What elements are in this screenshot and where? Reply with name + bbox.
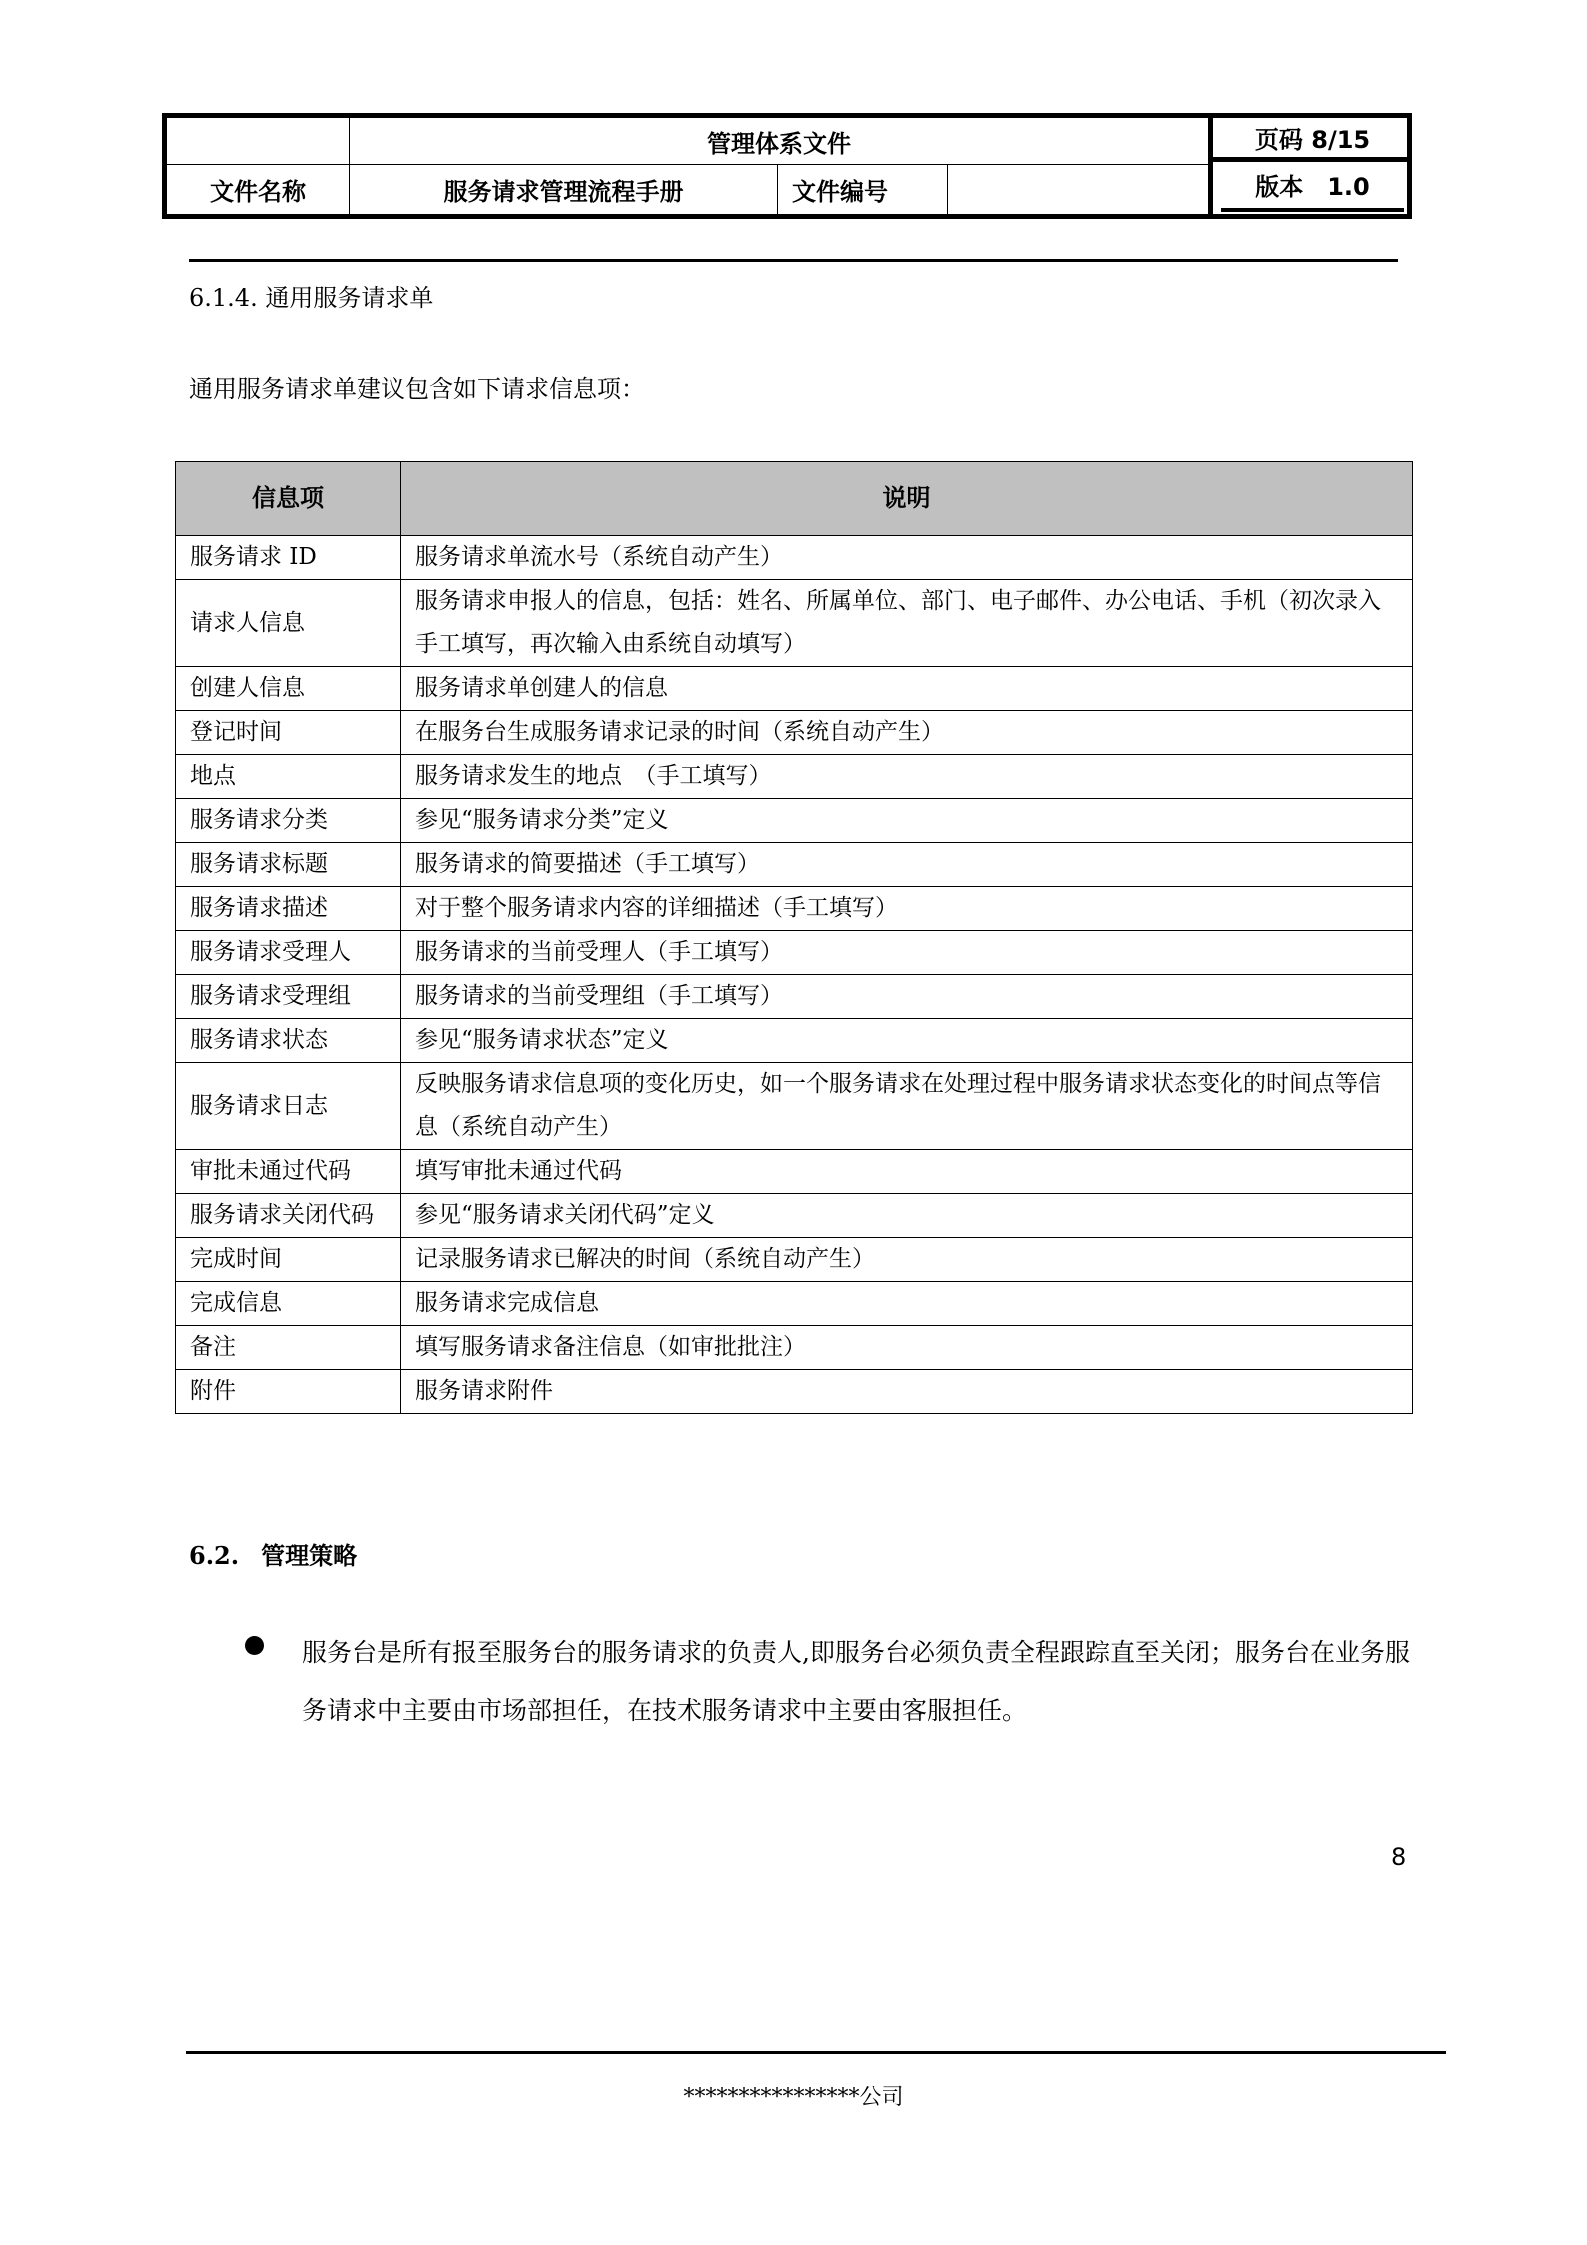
file-number	[948, 165, 1208, 214]
row-description: 服务请求附件	[401, 1370, 1413, 1414]
table-row	[176, 1063, 1413, 1150]
section-intro: 通用服务请求单建议包含如下请求信息项：	[189, 375, 645, 403]
row-description: 服务请求发生的地点 （手工填写）	[401, 755, 1413, 799]
row-item: 附件	[176, 1370, 401, 1414]
table-row	[176, 799, 1413, 843]
row-item: 创建人信息	[176, 667, 401, 711]
info-items-table	[175, 461, 1413, 1414]
row-description: 记录服务请求已解决的时间（系统自动产生）	[401, 1238, 1413, 1282]
row-item: 备注	[176, 1326, 401, 1370]
row-description: 服务请求完成信息	[401, 1282, 1413, 1326]
page-number: 8	[1391, 1843, 1407, 1871]
bullet-item: 服务台是所有报至服务台的服务请求的负责人,即服务台必须负责全程跟踪直至关闭；服务台在业务服务请求中主要由市场部担任，在技术服务请求中主要由客服担任。	[302, 1638, 1410, 1725]
row-item: 服务请求受理人	[176, 931, 401, 975]
table-row	[176, 975, 1413, 1019]
table-row	[176, 755, 1413, 799]
file-number-label: 文件编号	[778, 165, 948, 214]
section-heading-6-2	[189, 1536, 357, 1571]
table-row	[176, 1194, 1413, 1238]
column-header-description: 说明	[401, 462, 1413, 536]
document-header-table	[162, 113, 1412, 219]
row-description: 参见“服务请求分类”定义	[401, 799, 1413, 843]
row-description: 服务请求申报人的信息，包括：姓名、所属单位、部门、电子邮件、办公电话、手机（初次录入手工填写，再次输入由系统自动填写）	[401, 580, 1413, 667]
page-indicator: 页码 8/15	[1213, 118, 1412, 162]
table-row	[176, 667, 1413, 711]
row-item: 服务请求分类	[176, 799, 401, 843]
row-description: 参见“服务请求关闭代码”定义	[401, 1194, 1413, 1238]
footer-divider	[186, 2051, 1446, 2054]
row-item: 服务请求描述	[176, 887, 401, 931]
header-logo-cell	[167, 118, 350, 165]
row-item: 请求人信息	[176, 580, 401, 667]
column-header-item: 信息项	[176, 462, 401, 536]
table-row	[176, 887, 1413, 931]
table-row	[176, 1150, 1413, 1194]
row-description: 在服务台生成服务请求记录的时间（系统自动产生）	[401, 711, 1413, 755]
row-item: 服务请求标题	[176, 843, 401, 887]
row-description: 填写审批未通过代码	[401, 1150, 1413, 1194]
row-item: 完成时间	[176, 1238, 401, 1282]
row-description: 服务请求的当前受理组（手工填写）	[401, 975, 1413, 1019]
row-description: 服务请求单创建人的信息	[401, 667, 1413, 711]
table-row	[176, 1326, 1413, 1370]
row-description: 填写服务请求备注信息（如审批批注）	[401, 1326, 1413, 1370]
header-title: 管理体系文件	[350, 118, 1208, 165]
table-row	[176, 1370, 1413, 1414]
file-name-label: 文件名称	[167, 165, 350, 214]
row-description: 服务请求单流水号（系统自动产生）	[401, 536, 1413, 580]
table-row	[176, 1238, 1413, 1282]
row-description: 对于整个服务请求内容的详细描述（手工填写）	[401, 887, 1413, 931]
table-row	[176, 931, 1413, 975]
section-title: 管理策略	[261, 1542, 358, 1570]
table-row	[176, 536, 1413, 580]
row-item: 地点	[176, 755, 401, 799]
file-name: 服务请求管理流程手册	[350, 165, 778, 214]
row-item: 服务请求状态	[176, 1019, 401, 1063]
row-description: 反映服务请求信息项的变化历史，如一个服务请求在处理过程中服务请求状态变化的时间点等信息（系统自动产生）	[401, 1063, 1413, 1150]
table-row	[176, 1282, 1413, 1326]
header-right-block	[1208, 113, 1412, 219]
version-underline	[1221, 208, 1404, 212]
row-description: 服务请求的当前受理人（手工填写）	[401, 931, 1413, 975]
version-indicator: 版本 1.0	[1255, 172, 1370, 201]
row-item: 审批未通过代码	[176, 1150, 401, 1194]
row-item: 服务请求受理组	[176, 975, 401, 1019]
table-row	[176, 843, 1413, 887]
table-header-row	[176, 462, 1413, 536]
row-description: 服务请求的简要描述（手工填写）	[401, 843, 1413, 887]
section-heading-6-1-4: 6.1.4. 通用服务请求单	[189, 284, 434, 312]
footer-company: ****************公司	[683, 2085, 904, 2110]
bullet-icon	[245, 1636, 264, 1655]
row-item: 登记时间	[176, 711, 401, 755]
table-row	[176, 1019, 1413, 1063]
header-divider	[189, 259, 1398, 262]
table-row	[176, 580, 1413, 667]
section-number: 6.2.	[189, 1541, 240, 1570]
row-item: 完成信息	[176, 1282, 401, 1326]
row-item: 服务请求日志	[176, 1063, 401, 1150]
row-item: 服务请求关闭代码	[176, 1194, 401, 1238]
row-item: 服务请求 ID	[176, 536, 401, 580]
table-row	[176, 711, 1413, 755]
row-description: 参见“服务请求状态”定义	[401, 1019, 1413, 1063]
